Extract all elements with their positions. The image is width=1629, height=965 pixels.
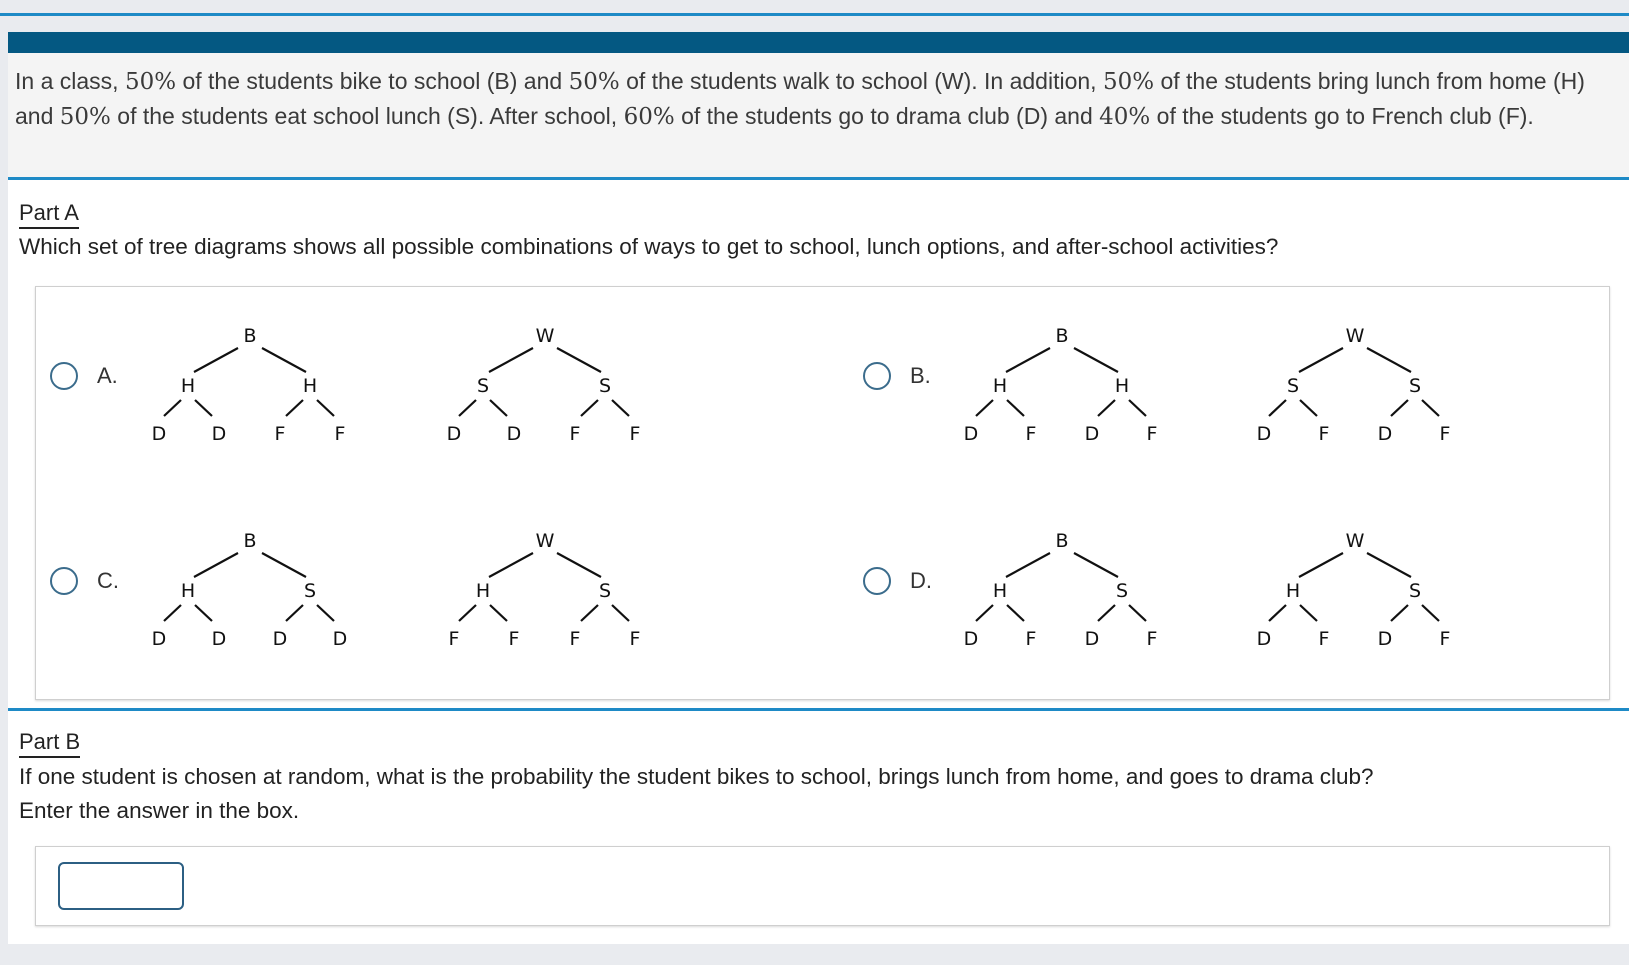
tree-diagram — [425, 322, 645, 452]
tree-leaf-label: D — [211, 423, 227, 445]
tree-diagram — [425, 527, 645, 657]
tree-branch — [557, 553, 601, 577]
tree-leaf-label: F — [274, 423, 286, 445]
tree-branch — [581, 605, 598, 621]
tree-branch — [459, 400, 476, 416]
tree-branch — [1129, 400, 1146, 416]
radio-option-d[interactable] — [863, 567, 891, 595]
tree-leaf-label: F — [1318, 628, 1330, 650]
tree-branch — [1300, 400, 1317, 416]
tree-branch — [1074, 348, 1118, 372]
part-a-label: Part A — [19, 200, 79, 229]
tree-branch — [581, 400, 598, 416]
tree-leaf-label: D — [506, 423, 522, 445]
tree-node-label: H — [992, 375, 1008, 397]
tree-diagram — [1235, 322, 1455, 452]
option-letter: B. — [910, 363, 931, 388]
tree-leaf-label: D — [1084, 423, 1100, 445]
option-letter: A. — [97, 363, 118, 388]
tree-branch — [1098, 605, 1115, 621]
tree-leaf-label: D — [211, 628, 227, 650]
answer-box — [35, 846, 1610, 926]
tree-diagram — [130, 322, 350, 452]
tree-branch — [459, 605, 476, 621]
tree-branch — [1074, 553, 1118, 577]
tree-branch — [489, 553, 533, 577]
tree-diagram — [942, 527, 1162, 657]
tree-node-label: H — [302, 375, 318, 397]
tree-leaf-label: F — [508, 628, 520, 650]
stem-percent: 50% — [568, 69, 620, 95]
tree-branch — [286, 605, 303, 621]
tree-branch — [194, 553, 238, 577]
tree-node-label: H — [180, 580, 196, 602]
tree-branch — [195, 605, 212, 621]
tree-branch — [262, 348, 306, 372]
tree-branch — [1391, 605, 1408, 621]
tree-node-label: S — [1408, 580, 1422, 602]
tree-root-label: W — [1345, 325, 1365, 347]
tree-branch — [489, 348, 533, 372]
option-letter: D. — [910, 568, 932, 593]
tree-node-label: S — [476, 375, 490, 397]
tree-leaf-label: F — [1146, 423, 1158, 445]
radio-option-a[interactable] — [50, 362, 78, 390]
tree-leaf-label: F — [1025, 628, 1037, 650]
stem-percent: 50% — [124, 69, 177, 95]
tree-leaf-label: F — [629, 423, 641, 445]
tree-diagram — [130, 527, 350, 657]
tree-branch — [317, 400, 334, 416]
part-a-question: Which set of tree diagrams shows all possible combinations of ways to get to school, lunch options, and after-school activities? — [19, 234, 1279, 259]
option-letter: C. — [97, 568, 119, 593]
tree-leaf-label: D — [151, 423, 167, 445]
tree-branch — [1007, 400, 1024, 416]
tree-branch — [286, 400, 303, 416]
tree-branch — [1391, 400, 1408, 416]
tree-branch — [1299, 348, 1343, 372]
tree-node-label: S — [1115, 580, 1129, 602]
stem-text: In a class, 50% of the students bike to school (B) and 50% of the students walk to school (W). In addition, 50% of the students bring lunch from home (H) and 50% of the students eat school lunch (S). After school, 60% of the students go to drama club (D) and 40% of the students go to French club (F). — [15, 68, 1585, 130]
tree-leaf-label: F — [448, 628, 460, 650]
tree-branch — [1006, 553, 1050, 577]
part-b-label: Part B — [19, 729, 80, 758]
tree-leaf-label: F — [1025, 423, 1037, 445]
tree-branch — [1098, 400, 1115, 416]
tree-leaf-label: F — [334, 423, 346, 445]
tree-branch — [1300, 605, 1317, 621]
tree-leaf-label: F — [1439, 628, 1451, 650]
tree-branch — [1129, 605, 1146, 621]
tree-root-label: W — [535, 325, 555, 347]
tree-node-label: S — [1408, 375, 1422, 397]
tree-leaf-label: F — [629, 628, 641, 650]
stem-percent: 60% — [623, 103, 675, 130]
radio-option-c[interactable] — [50, 567, 78, 595]
tree-leaf-label: F — [1318, 423, 1330, 445]
tree-leaf-label: D — [1377, 423, 1393, 445]
tree-leaf-label: D — [332, 628, 348, 650]
bottom-strip — [0, 944, 1629, 965]
stem-percent: 50% — [1102, 69, 1155, 95]
tree-node-label: S — [598, 375, 612, 397]
tree-branch — [976, 400, 993, 416]
tree-root-label: B — [243, 530, 257, 552]
stem-percent: 40% — [1099, 103, 1151, 130]
tree-branch — [1422, 400, 1439, 416]
tree-branch — [1269, 400, 1286, 416]
tree-branch — [1422, 605, 1439, 621]
tree-leaf-label: D — [151, 628, 167, 650]
tree-root-label: B — [1055, 325, 1069, 347]
tree-node-label: H — [992, 580, 1008, 602]
radio-option-b[interactable] — [863, 362, 891, 390]
tree-branch — [164, 400, 181, 416]
part-b-question-line1: If one student is chosen at random, what is the probability the student bikes to school, brings lunch from home, and goes to drama club? — [19, 764, 1374, 789]
tree-branch — [490, 400, 507, 416]
tree-branch — [1007, 605, 1024, 621]
tree-branch — [976, 605, 993, 621]
top-rule — [0, 13, 1629, 16]
tree-leaf-label: D — [1256, 423, 1272, 445]
tree-branch — [194, 348, 238, 372]
tree-leaf-label: D — [1084, 628, 1100, 650]
tree-node-label: H — [1285, 580, 1301, 602]
tree-branch — [490, 605, 507, 621]
part-b-question-line2: Enter the answer in the box. — [19, 798, 300, 823]
tree-node-label: H — [475, 580, 491, 602]
stem-percent: 50% — [59, 103, 111, 130]
tree-branch — [612, 400, 629, 416]
tree-branch — [1269, 605, 1286, 621]
tree-leaf-label: F — [1146, 628, 1158, 650]
tree-branch — [612, 605, 629, 621]
tree-leaf-label: D — [963, 628, 979, 650]
tree-leaf-label: F — [569, 423, 581, 445]
tree-leaf-label: D — [446, 423, 462, 445]
tree-root-label: W — [535, 530, 555, 552]
tree-leaf-label: D — [963, 423, 979, 445]
tree-leaf-label: D — [1377, 628, 1393, 650]
tree-diagram — [942, 322, 1162, 452]
tree-root-label: B — [243, 325, 257, 347]
tree-leaf-label: D — [1256, 628, 1272, 650]
tree-leaf-label: D — [272, 628, 288, 650]
header-bar — [8, 32, 1629, 53]
tree-branch — [195, 400, 212, 416]
tree-diagram — [1235, 527, 1455, 657]
tree-branch — [164, 605, 181, 621]
tree-branch — [1367, 553, 1411, 577]
tree-branch — [1299, 553, 1343, 577]
tree-leaf-label: F — [569, 628, 581, 650]
tree-branch — [262, 553, 306, 577]
tree-node-label: S — [598, 580, 612, 602]
tree-root-label: W — [1345, 530, 1365, 552]
tree-node-label: H — [180, 375, 196, 397]
stem-panel — [8, 53, 1629, 177]
tree-root-label: B — [1055, 530, 1069, 552]
tree-branch — [557, 348, 601, 372]
tree-branch — [1006, 348, 1050, 372]
tree-node-label: S — [1286, 375, 1300, 397]
answer-input[interactable] — [58, 862, 184, 910]
tree-branch — [1367, 348, 1411, 372]
tree-leaf-label: F — [1439, 423, 1451, 445]
tree-node-label: S — [303, 580, 317, 602]
tree-branch — [317, 605, 334, 621]
tree-node-label: H — [1114, 375, 1130, 397]
